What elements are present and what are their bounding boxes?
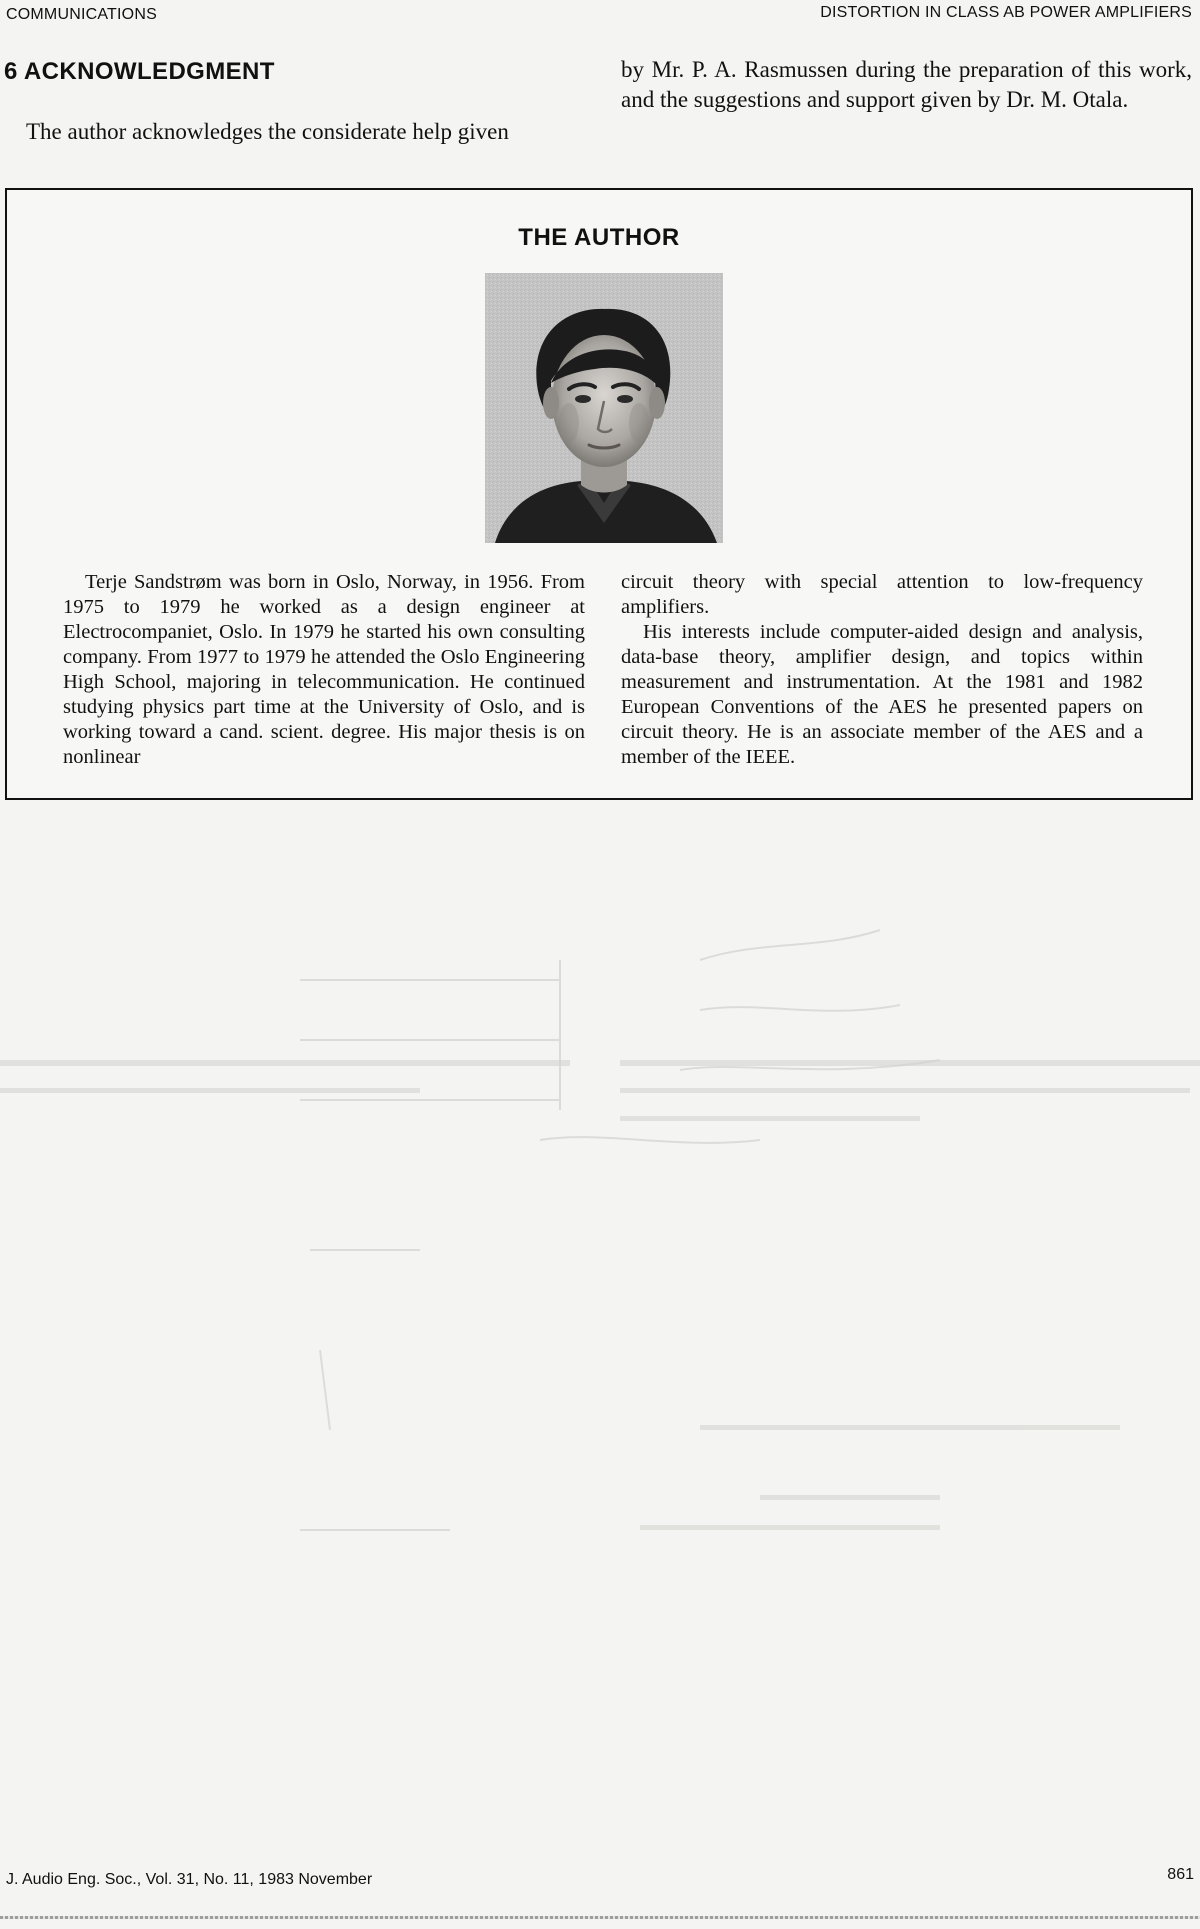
author-bio-left-column bbox=[63, 570, 585, 770]
bottom-scan-edge bbox=[0, 1916, 1200, 1919]
running-head-title: DISTORTION IN CLASS AB POWER AMPLIFIERS bbox=[820, 4, 1192, 21]
author-bio-right-column bbox=[621, 570, 1143, 770]
acknowledgment-text-left: The author acknowledges the considerate help given bbox=[26, 119, 509, 144]
author-portrait-icon bbox=[485, 273, 723, 543]
author-biography-box bbox=[5, 188, 1193, 800]
acknowledgment-heading: 6 ACKNOWLEDGMENT bbox=[4, 58, 275, 85]
author-bio-interests-paragraph: His interests include computer-aided design and analysis, data-base theory, amplifier design, and topics within measurement and instrumentation. At the 1981 and 1982 European Conventions of the AES he presented papers on circuit theory. He is an associate member of the AES and a member of the IEEE. bbox=[621, 621, 1143, 768]
show-through-background bbox=[0, 810, 1200, 1850]
running-head-section: COMMUNICATIONS bbox=[6, 6, 157, 23]
author-box-title: THE AUTHOR bbox=[518, 224, 680, 251]
acknowledgment-text-right: by Mr. P. A. Rasmussen during the preparation of this work, and the suggestions and support given by Dr. M. Otala. bbox=[621, 57, 1192, 112]
journal-citation: J. Audio Eng. Soc., Vol. 31, No. 11, 1983 November bbox=[6, 1871, 373, 1888]
author-photo bbox=[485, 273, 723, 543]
page-number: 861 bbox=[1167, 1866, 1194, 1883]
author-bio-paragraph: Terje Sandstrøm was born in Oslo, Norway, in 1956. From 1975 to 1979 he worked as a design engineer at Electrocompaniet, Oslo. In 1979 he started his own consulting company. From 1977 to 1979 he attended the Oslo Engineering High School, majoring in telecommunication. He continued studying physics part time at the University of Oslo, and is working toward a cand. scient. degree. His major thesis is on nonlinear bbox=[63, 571, 585, 768]
author-bio-continuation: circuit theory with special attention to low-frequency amplifiers. bbox=[621, 571, 1143, 618]
show-through-artifact-icon bbox=[0, 810, 1200, 1850]
